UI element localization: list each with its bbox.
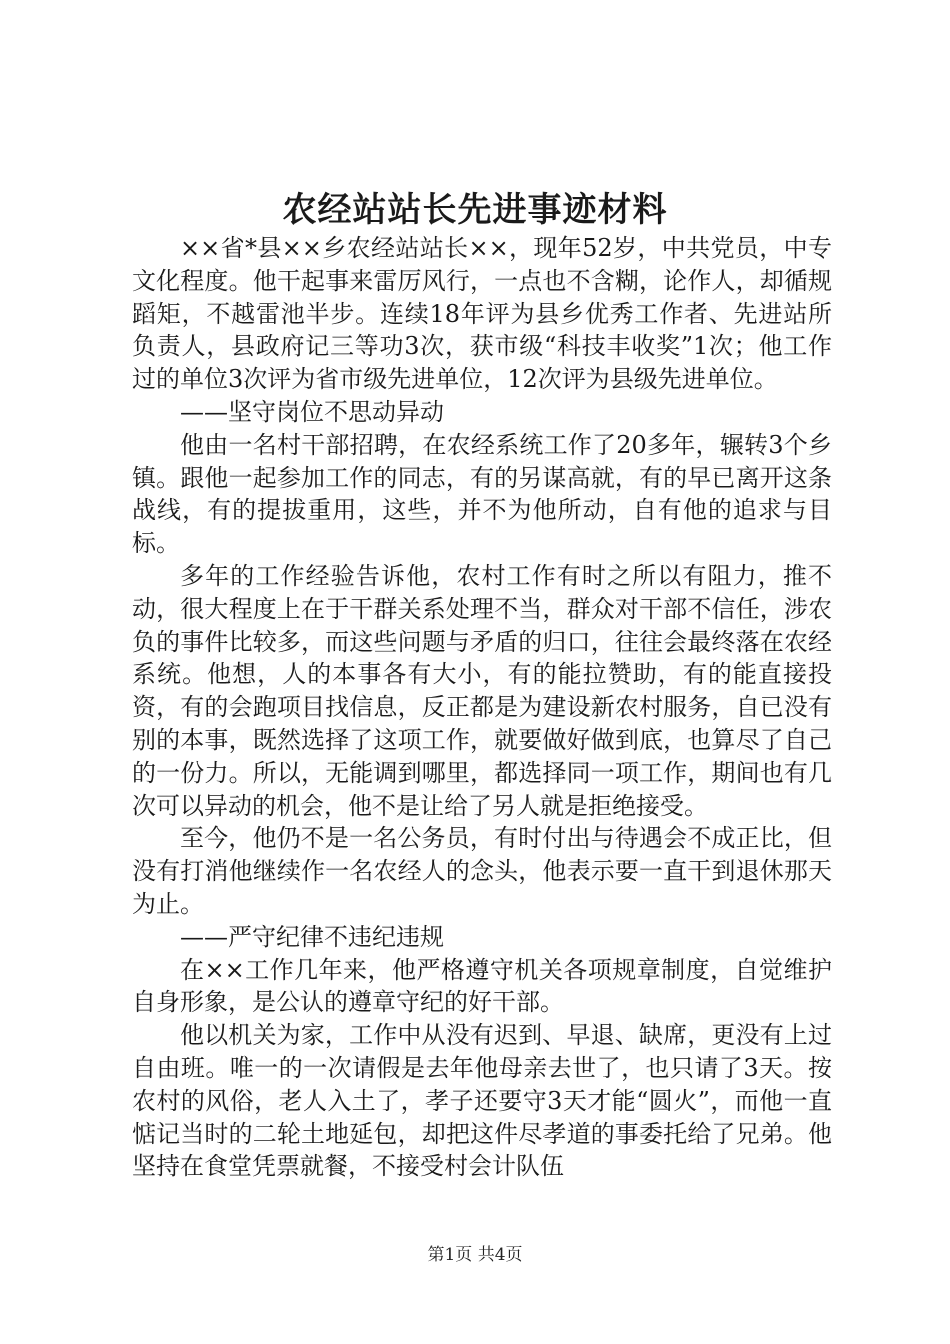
paragraph-career: 他由一名村干部招聘，在农经系统工作了20多年，辗转3个乡镇。跟他一起参加工作的同志，有的另谋高就，有的早已离开这条战线，有的提拔重用，这些，并不为他所动，自有他的追求与目标。: [132, 430, 832, 558]
document-body: [132, 232, 832, 1183]
section-heading-discipline: ——严守纪律不违纪违规: [180, 922, 444, 951]
document-title: 农经站站长先进事迹材料: [282, 190, 668, 230]
page-number-footer: 第1页 共4页: [427, 1245, 523, 1265]
paragraph-intro: ××省*县××乡农经站站长××，现年52岁，中共党员，中专文化程度。他干起事来雷厉风行，一点也不含糊，论作人，却循规蹈矩，不越雷池半步。连续18年评为县乡优秀工作者、先进站所负责人，县政府记三等功3次，获市级“科技丰收奖”1次；他工作过的单位3次评为省市级先进单位，12次评为县级先进单位。: [132, 234, 832, 394]
paragraph-experience: 多年的工作经验告诉他，农村工作有时之所以有阻力，推不动，很大程度上在于干群关系处理不当，群众对干部不信任，涉农负的事件比较多，而这些问题与矛盾的归口，往往会最终落在农经系统。他想，人的本事各有大小，有的能拉赞助，有的能直接投资，有的会跑项目找信息，反正都是为建设新农村服务，自已没有别的本事，既然选择了这项工作，就要做好做到底，也算尽了自己的一份力。所以，无能调到哪里，都选择同一项工作，期间也有几次可以异动的机会，他不是让给了另人就是拒绝接受。: [132, 561, 832, 820]
paragraph-status: 至今，他仍不是一名公务员，有时付出与待遇会不成正比，但没有打消他继续作一名农经人的念头，他表示要一直干到退休那天为止。: [132, 824, 832, 918]
paragraph-attendance: 他以机关为家，工作中从没有迟到、早退、缺席，更没有上过自由班。唯一的一次请假是去年他母亲去世了，也只请了3天。按农村的风俗，老人入土了，孝子还要守3天才能“圆火”，而他一直惦记当时的二轮土地延包，却把这件尽孝道的事委托给了兄弟。他坚持在食堂凭票就餐，不接受村会计队伍: [132, 1021, 832, 1181]
paragraph-rules: 在××工作几年来，他严格遵守机关各项规章制度，自觉维护自身形象，是公认的遵章守纪的好干部。: [132, 955, 832, 1017]
section-heading-post: ——坚守岗位不思动异动: [180, 397, 444, 426]
